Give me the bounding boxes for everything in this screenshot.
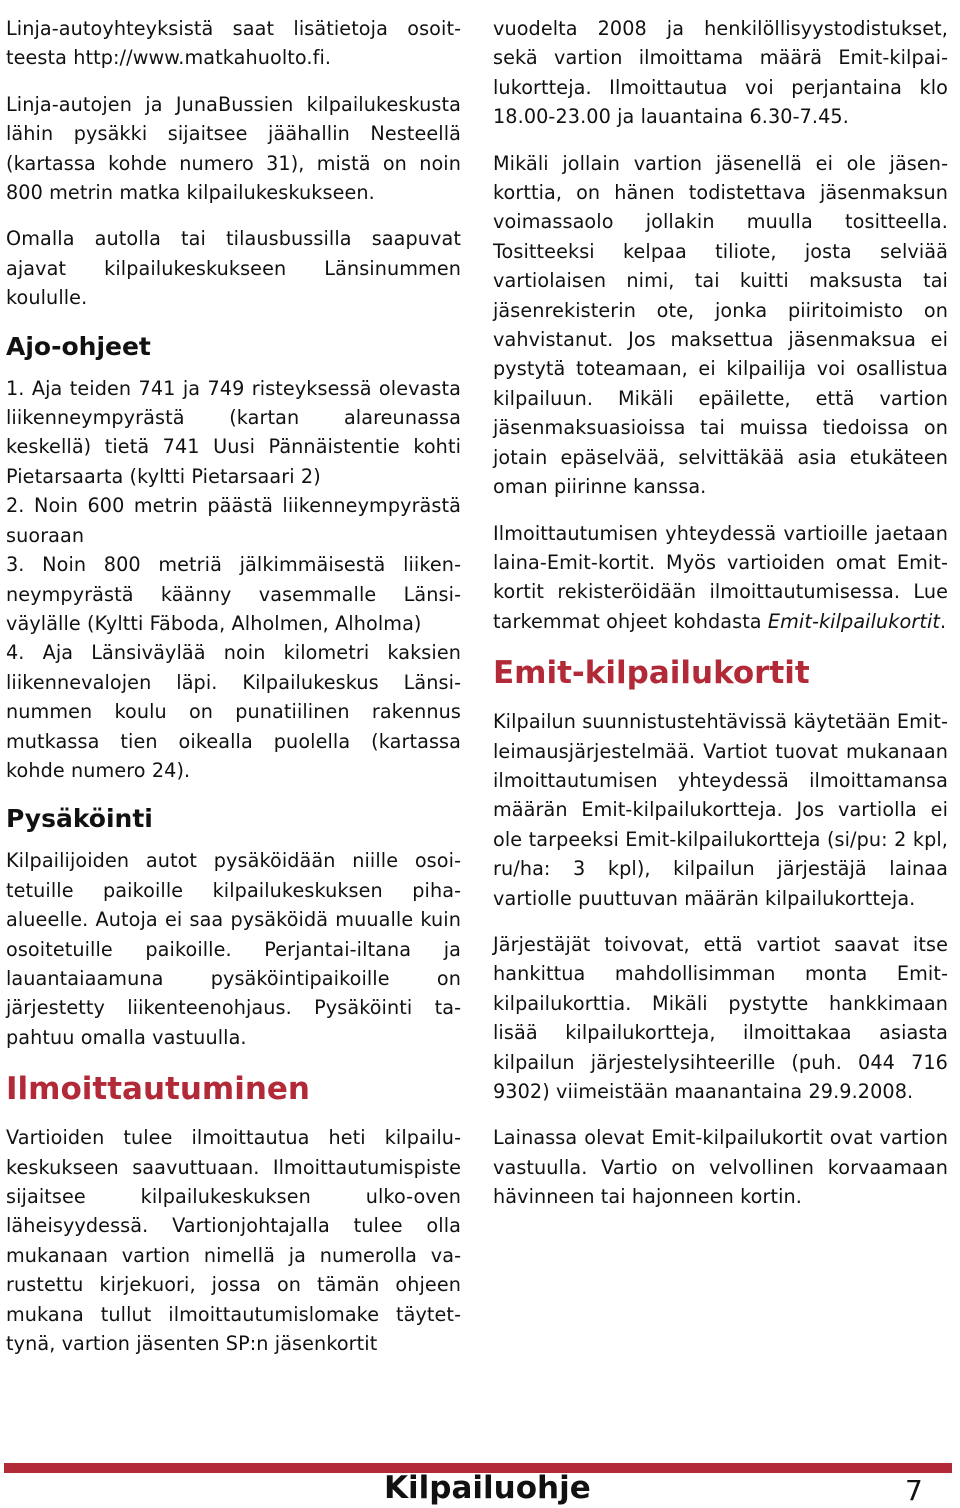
right-column [493, 14, 948, 1229]
emit-distribution-text: Ilmoittautumisen yhteydessä vartioille jaetaan laina-Emit-kortit. Myös vartioiden omat Emit-kortit rekisteröidään ilmoittautumisessa. Lue tarkemmat ohjeet kohdasta [493, 521, 948, 633]
paragraph-registration-cont: vuodelta 2008 ja henkilöllisyystodistukset, sekä vartion ilmoittama määrä Emit-kilpailukortteja. Ilmoittautua voi perjantaina klo 18.00-23.00 ja lauantaina 6.30-7.45. [493, 17, 948, 129]
left-column [6, 14, 461, 1358]
page-number: 7 [905, 1474, 923, 1507]
paragraph-parking: Kilpailijoiden autot pysäköidään niille osoitetuille paikoille kilpailukeskuksen pihaalueelle. Autoja ei saa pysäköidä muualle kuin osoitetuille paikoille. Perjantai-iltana ja lauantaiaamuna pysäköintipaikoille on järjestetty liikenteenohjaus. Pysäköinti tapahtuu omalla vastuulla. [6, 849, 461, 1049]
step-2: 2. Noin 600 metrin päästä liikenneympyrästä suoraan [6, 494, 461, 547]
paragraph-emit-distribution [493, 519, 948, 637]
paragraph-emit-system: Kilpailun suunnistustehtävissä käytetään Emit-leimausjärjestelmää. Vartiot tuovat mukanaan ilmoittautumisen yhteydessä ilmoittamansa määrän Emit-kilpailukortteja. Jos vartiolla ei ole tarpeeksi Emit-kilpailukortteja (si/pu: 2 kpl, ru/ha: 3 kpl), kilpailun järjestäjä lainaa vartiolle puuttuvan määrän kilpailukortteja. [493, 710, 948, 910]
step-4: 4. Aja Länsiväylää noin kilometri kaksien liikennevalojen läpi. Kilpailukeskus Länsinummen koulu on punatiilinen rakennus mutkassa tien oikealla puolella (kartassa kohde numero 24). [6, 641, 461, 782]
paragraph-registration: Vartioiden tulee ilmoittautua heti kilpailukeskukseen saavuttuaan. Ilmoittautumispiste sijaitsee kilpailukeskuksen ulko-oven läheisyydessä. Vartionjohtajalla tulee olla mukanaan vartion nimellä ja numerolla varustettu kirjekuori, jossa on tämän ohjeen mukana tullut ilmoittautumislomake täytettynä, vartion jäsenten SP:n jäsenkortit [6, 1126, 461, 1356]
paragraph-emit-responsibility: Lainassa olevat Emit-kilpailukortit ovat vartion vastuulla. Vartio on velvollinen korvaamaan hävinneen tai hajonneen kortin. [493, 1126, 948, 1209]
heading-parking: Pysäköinti [6, 804, 153, 834]
footer-title: Kilpailuohje [384, 1470, 591, 1506]
driving-steps [6, 374, 461, 786]
paragraph-car-arrival: Omalla autolla tai tilausbussilla saapuvat ajavat kilpailukeskukseen Länsinummen koululle. [6, 227, 461, 310]
paragraph-bus-info: Linja-autoyhteyksistä saat lisätietoja osoitteesta http://www.matkahuolto.fi. [6, 17, 461, 70]
paragraph-emit-organizers: Järjestäjät toivovat, että vartiot saavat itse hankittua mahdollisimman monta Emit-kilpailukorttia. Mikäli pystytte hankkimaan lisää kilpailukortteja, ilmoittakaa asiasta kilpailun järjestelysihteerille (puh. 044 716 9302) viimeistään maanantaina 29.9.2008. [493, 932, 948, 1103]
heading-emit-cards: Emit-kilpailukortit [493, 655, 810, 692]
emit-reference-period: . [940, 609, 947, 633]
emit-reference: Emit-kilpailukortit [767, 609, 941, 633]
paragraph-bus-stop: Linja-autojen ja JunaBussien kilpailukeskusta lähin pysäkki sijaitsee jäähallin Nesteellä (kartassa kohde numero 31), mistä on noin 800 metrin matka kilpailukeskukseen. [6, 92, 461, 205]
paragraph-membership: Mikäli jollain vartion jäsenellä ei ole jäsenkorttia, on hänen todistettava jäsenmaksun voimassaolo jollakin muulla tositteella. Tositteeksi kelpaa tiliote, josta selviää vartiolaisen nimi, tai kuitti maksusta tai jäsenrekisterin ote, jonka piiritoimisto on vahvistanut. Jos maksettua jäsenmaksua ei pystytä toteamaan, ei kilpailija voi osallistua kilpailuun. Mikäli epäilette, että vartion jäsenmaksuasioissa tai muissa tiedoissa on jotain epäselvää, selvittäkää asia etukäteen oman piirinne kanssa. [493, 151, 948, 499]
step-1: 1. Aja teiden 741 ja 749 risteyksessä olevasta liikenneympyrästä (kartan alareunassa keskellä) tietä 741 Uusi Pännäistentie kohti Pietarsaarta (kyltti Pietarsaari 2) [6, 376, 461, 488]
step-3: 3. Noin 800 metriä jälkimmäisestä liikenneympyrästä käänny vasemmalle Länsiväylälle (Kyltti Fäboda, Alholmen, Alholma) [6, 553, 461, 635]
heading-driving-directions: Ajo-ohjeet [6, 331, 151, 361]
heading-registration: Ilmoittautuminen [6, 1071, 310, 1108]
